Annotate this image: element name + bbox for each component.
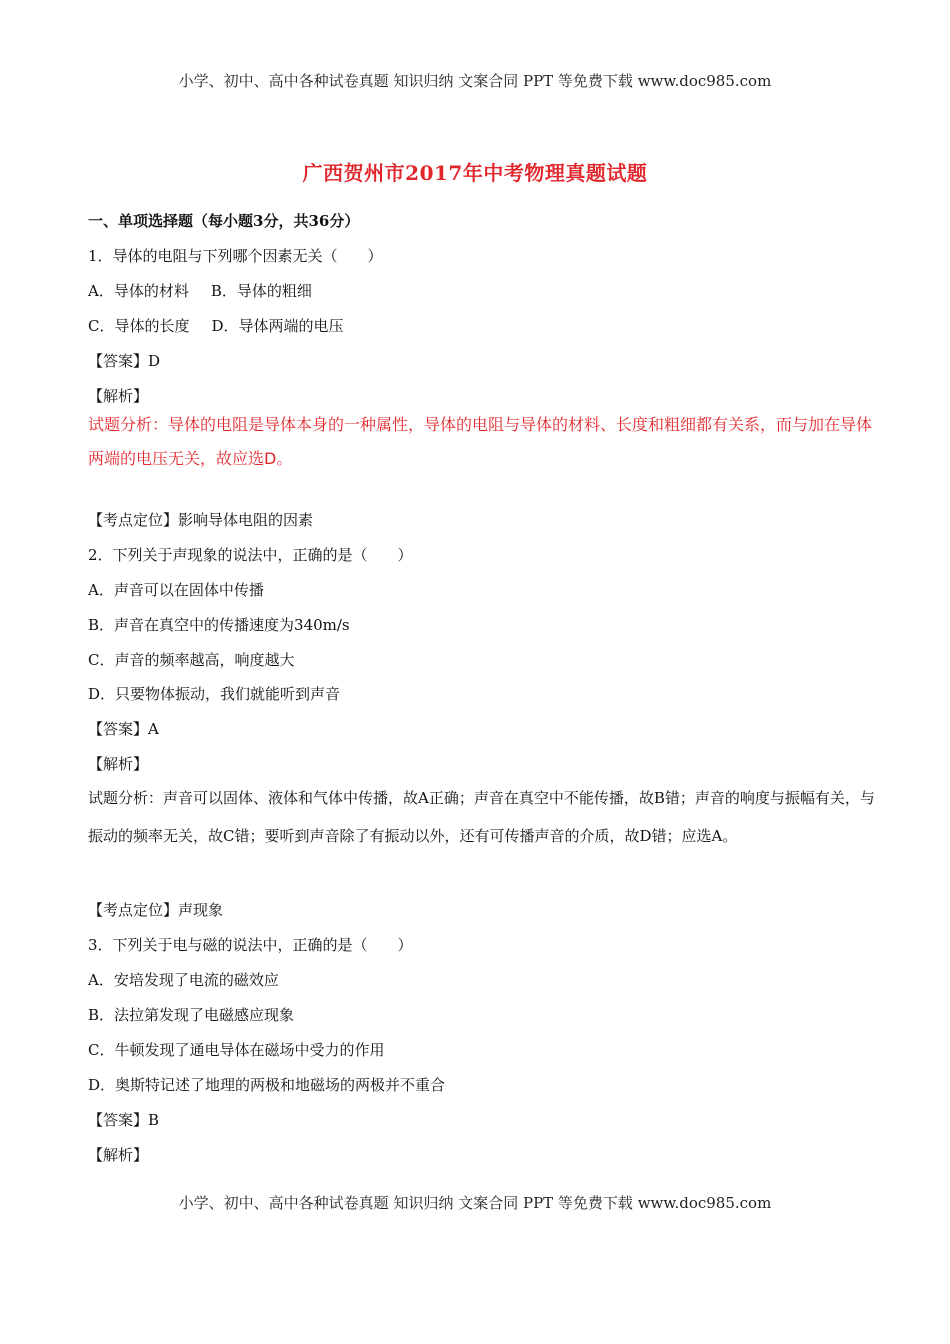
q2-option-d: D．只要物体振动，我们就能听到声音 bbox=[88, 685, 341, 703]
page-footer: 小学、初中、高中各种试卷真题 知识归纳 文案合同 PPT 等免费下载 www.doc985.com bbox=[178, 1194, 772, 1212]
q3-option-c: C．牛顿发现了通电导体在磁场中受力的作用 bbox=[88, 1041, 385, 1059]
q1-option-a: A．导体的材料 bbox=[88, 282, 189, 300]
q2-option-c: C．声音的频率越高，响度越大 bbox=[88, 651, 295, 669]
q3-answer: 【答案】B bbox=[88, 1111, 160, 1129]
q1-analysis-label: 【解析】 bbox=[88, 387, 149, 405]
q1-kaodian: 【考点定位】影响导体电阻的因素 bbox=[88, 511, 314, 529]
q1-option-c: C．导体的长度 bbox=[88, 317, 190, 335]
q1-analysis: 试题分析：导体的电阻是导体本身的一种属性，导体的电阻与导体的材料、长度和粗细都有关系，而与加在导体两端的电压无关，故应选D。 bbox=[88, 415, 873, 468]
q3-option-a: A．安培发现了电流的磁效应 bbox=[88, 971, 279, 989]
q3-option-d: D．奥斯特记述了地理的两极和地磁场的两极并不重合 bbox=[88, 1076, 446, 1094]
q2-stem: 2．下列关于声现象的说法中，正确的是（ ） bbox=[88, 546, 413, 564]
q1-option-b: B．导体的粗细 bbox=[210, 282, 312, 300]
q2-analysis-label: 【解析】 bbox=[88, 755, 149, 773]
q1-options-cd bbox=[88, 315, 344, 336]
q3-stem: 3．下列关于电与磁的说法中，正确的是（ ） bbox=[88, 936, 413, 954]
q2-option-a: A．声音可以在固体中传播 bbox=[88, 581, 264, 599]
q1-stem: 1．导体的电阻与下列哪个因素无关（ ） bbox=[88, 247, 383, 265]
q1-options-ab bbox=[88, 280, 312, 301]
q2-answer: 【答案】A bbox=[88, 720, 159, 738]
q1-answer: 【答案】D bbox=[88, 352, 161, 370]
page-header: 小学、初中、高中各种试卷真题 知识归纳 文案合同 PPT 等免费下载 www.doc985.com bbox=[178, 72, 772, 90]
q2-kaodian: 【考点定位】声现象 bbox=[88, 901, 224, 919]
q2-analysis: 试题分析：声音可以固体、液体和气体中传播，故A正确；声音在真空中不能传播，故B错；声音的响度与振幅有关，与振动的频率无关，故C错；要听到声音除了有振动以外，还有可传播声音的介质，故D错；应选A。 bbox=[88, 789, 875, 845]
q2-option-b: B．声音在真空中的传播速度为340m/s bbox=[88, 616, 350, 634]
section-heading: 一、单项选择题（每小题3分，共36分） bbox=[88, 212, 360, 230]
page-title: 广西贺州市2017年中考物理真题试题 bbox=[302, 161, 648, 185]
q3-analysis-label: 【解析】 bbox=[88, 1146, 149, 1164]
q1-option-d: D．导体两端的电压 bbox=[211, 317, 344, 335]
q3-option-b: B．法拉第发现了电磁感应现象 bbox=[88, 1006, 295, 1024]
